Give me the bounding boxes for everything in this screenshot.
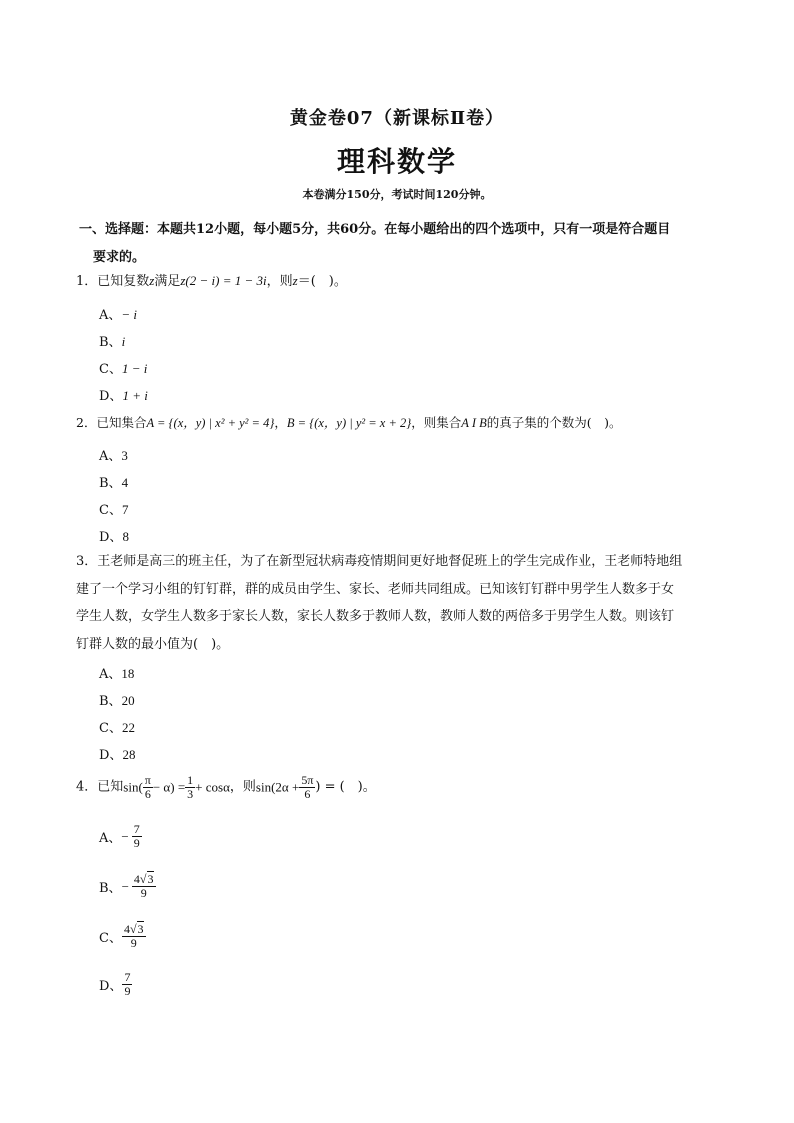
q1-mid: 满足	[154, 274, 181, 289]
q4-frac-1-3	[185, 774, 195, 801]
frac-numerator: 7	[124, 970, 131, 984]
radicand: 3	[137, 922, 144, 936]
option-label: A、	[99, 308, 122, 323]
option-value: 28	[122, 747, 136, 762]
q4-frac-5pi-6	[299, 774, 315, 801]
q4-option-b[interactable]	[99, 873, 156, 900]
option-value: − i	[121, 307, 138, 322]
frac-denominator: 9	[133, 836, 140, 850]
option-value: 7	[121, 502, 129, 517]
q1-tail: ，则	[266, 274, 293, 289]
option-value: 18	[121, 666, 135, 681]
q1-var: z	[149, 273, 155, 288]
option-value: i	[121, 334, 126, 349]
exam-info: 本卷满分150分，考试时间120分钟。	[302, 188, 492, 201]
q4-frac-pi-6	[143, 774, 153, 801]
q4-plus-cos: + cosα	[195, 779, 230, 795]
option-value: 4	[121, 475, 129, 490]
option-label: D、	[99, 979, 123, 994]
frac-numerator: 1	[187, 773, 194, 787]
q4-sin-open: sin(	[123, 779, 143, 795]
question-4	[76, 774, 376, 801]
q1-option-a[interactable]	[99, 304, 137, 323]
coefficient: 4	[133, 872, 140, 886]
frac-denominator: 6	[304, 787, 311, 801]
section-intro-line1: 一、选择题：本题共12小题，每小题5分，共60分。在每小题给出的四个选项中，只有一项是符合题目	[79, 222, 671, 237]
frac-denominator: 9	[124, 984, 131, 998]
q1-option-d[interactable]	[99, 385, 148, 404]
option-label: C、	[99, 721, 122, 736]
q2-sep: ，	[274, 415, 287, 430]
option-label: D、	[99, 748, 123, 763]
option-value: 3	[121, 448, 128, 463]
radicand: 3	[147, 872, 154, 886]
q1-tail2: ＝( )。	[297, 274, 347, 289]
frac-denominator: 9	[130, 936, 137, 950]
q4-option-c[interactable]	[99, 923, 146, 950]
exam-title: 黄金卷07（新课标Ⅱ卷）	[289, 108, 505, 129]
option-fraction	[132, 823, 142, 850]
question-3-line1: 3．王老师是高三的班主任，为了在新型冠状病毒疫情期间更好地督促班上的学生完成作业，王老师特地组	[76, 554, 683, 569]
q2-set-a: A = {(x，y) | x² + y² = 4}	[146, 416, 275, 430]
q4-sin2-open: sin(2α +	[255, 779, 300, 795]
q2-expr: A I B	[461, 416, 487, 430]
frac-denominator: 6	[144, 787, 151, 801]
option-label: C、	[99, 931, 122, 946]
q4-option-a[interactable]	[99, 823, 142, 850]
option-label: B、	[99, 335, 122, 350]
option-value: 1 + i	[122, 388, 148, 403]
option-value: 1 − i	[121, 361, 148, 376]
q2-tail: ，则集合	[411, 415, 462, 430]
frac-denominator: 3	[187, 787, 194, 801]
option-sign: −	[121, 828, 129, 844]
q2-option-b[interactable]	[99, 472, 128, 491]
option-label: A、	[99, 449, 122, 464]
q3-option-d[interactable]	[99, 744, 135, 763]
frac-numerator	[122, 923, 146, 937]
option-label: A、	[99, 667, 122, 682]
option-label: C、	[99, 362, 122, 377]
q4-prefix: 4．已知	[76, 779, 124, 795]
option-fraction	[122, 923, 146, 950]
option-sign: −	[121, 878, 129, 894]
frac-numerator: 7	[133, 822, 140, 836]
frac-numerator	[132, 873, 156, 887]
radical-sign: √	[129, 922, 137, 936]
option-fraction	[132, 873, 156, 900]
q2-option-c[interactable]	[99, 499, 128, 518]
q4-tail: ) = ( )。	[315, 779, 376, 795]
q3-option-a[interactable]	[99, 663, 134, 682]
option-label: B、	[99, 694, 122, 709]
section-intro-line2: 要求的。	[93, 250, 146, 265]
q2-option-d[interactable]	[99, 526, 129, 545]
option-label: B、	[99, 476, 122, 491]
option-label: C、	[99, 503, 122, 518]
option-value: 20	[121, 693, 135, 708]
coefficient: 4	[123, 922, 130, 936]
q2-prefix: 2．已知集合	[76, 415, 147, 430]
q1-prefix: 1．已知复数	[76, 274, 150, 289]
q1-option-c[interactable]	[99, 358, 147, 377]
option-fraction	[122, 971, 132, 998]
q2-option-a[interactable]	[99, 445, 128, 464]
q4-option-d[interactable]	[99, 971, 132, 998]
option-label: A、	[99, 831, 122, 846]
option-value: 22	[121, 720, 135, 735]
option-value: 8	[122, 529, 129, 544]
option-label: D、	[99, 530, 123, 545]
radical-sign: √	[139, 872, 147, 886]
option-label: D、	[99, 389, 123, 404]
question-1	[76, 272, 347, 291]
q4-minus-alpha: − α) =	[152, 779, 186, 795]
q3-option-b[interactable]	[99, 690, 135, 709]
question-3-line2: 建了一个学习小组的钉钉群，群的成员由学生、家长、老师共同组成。已知该钉钉群中男学生人数多于女	[76, 582, 675, 597]
q3-option-c[interactable]	[99, 717, 135, 736]
question-2	[76, 414, 622, 432]
q1-option-b[interactable]	[99, 331, 125, 350]
q1-equation: z(2 − i) = 1 − 3i	[180, 273, 267, 288]
frac-numerator: π	[144, 773, 151, 787]
frac-denominator: 9	[140, 886, 147, 900]
frac-numerator: 5π	[301, 773, 314, 787]
q4-mid: ，则	[229, 779, 256, 795]
subject-title: 理科数学	[336, 145, 457, 178]
option-label: B、	[99, 881, 122, 896]
q2-tail2: 的真子集的个数为( )。	[486, 415, 622, 430]
question-3-line3: 学生人数，女学生人数多于家长人数，家长人数多于教师人数，教师人数的两倍多于男学生人数。则该钉	[76, 609, 675, 624]
question-3-line4: 钉群人数的最小值为( )。	[76, 637, 230, 652]
q1-var-2: z	[292, 273, 298, 288]
q2-set-b: B = {(x，y) | y² = x + 2}	[286, 416, 412, 430]
